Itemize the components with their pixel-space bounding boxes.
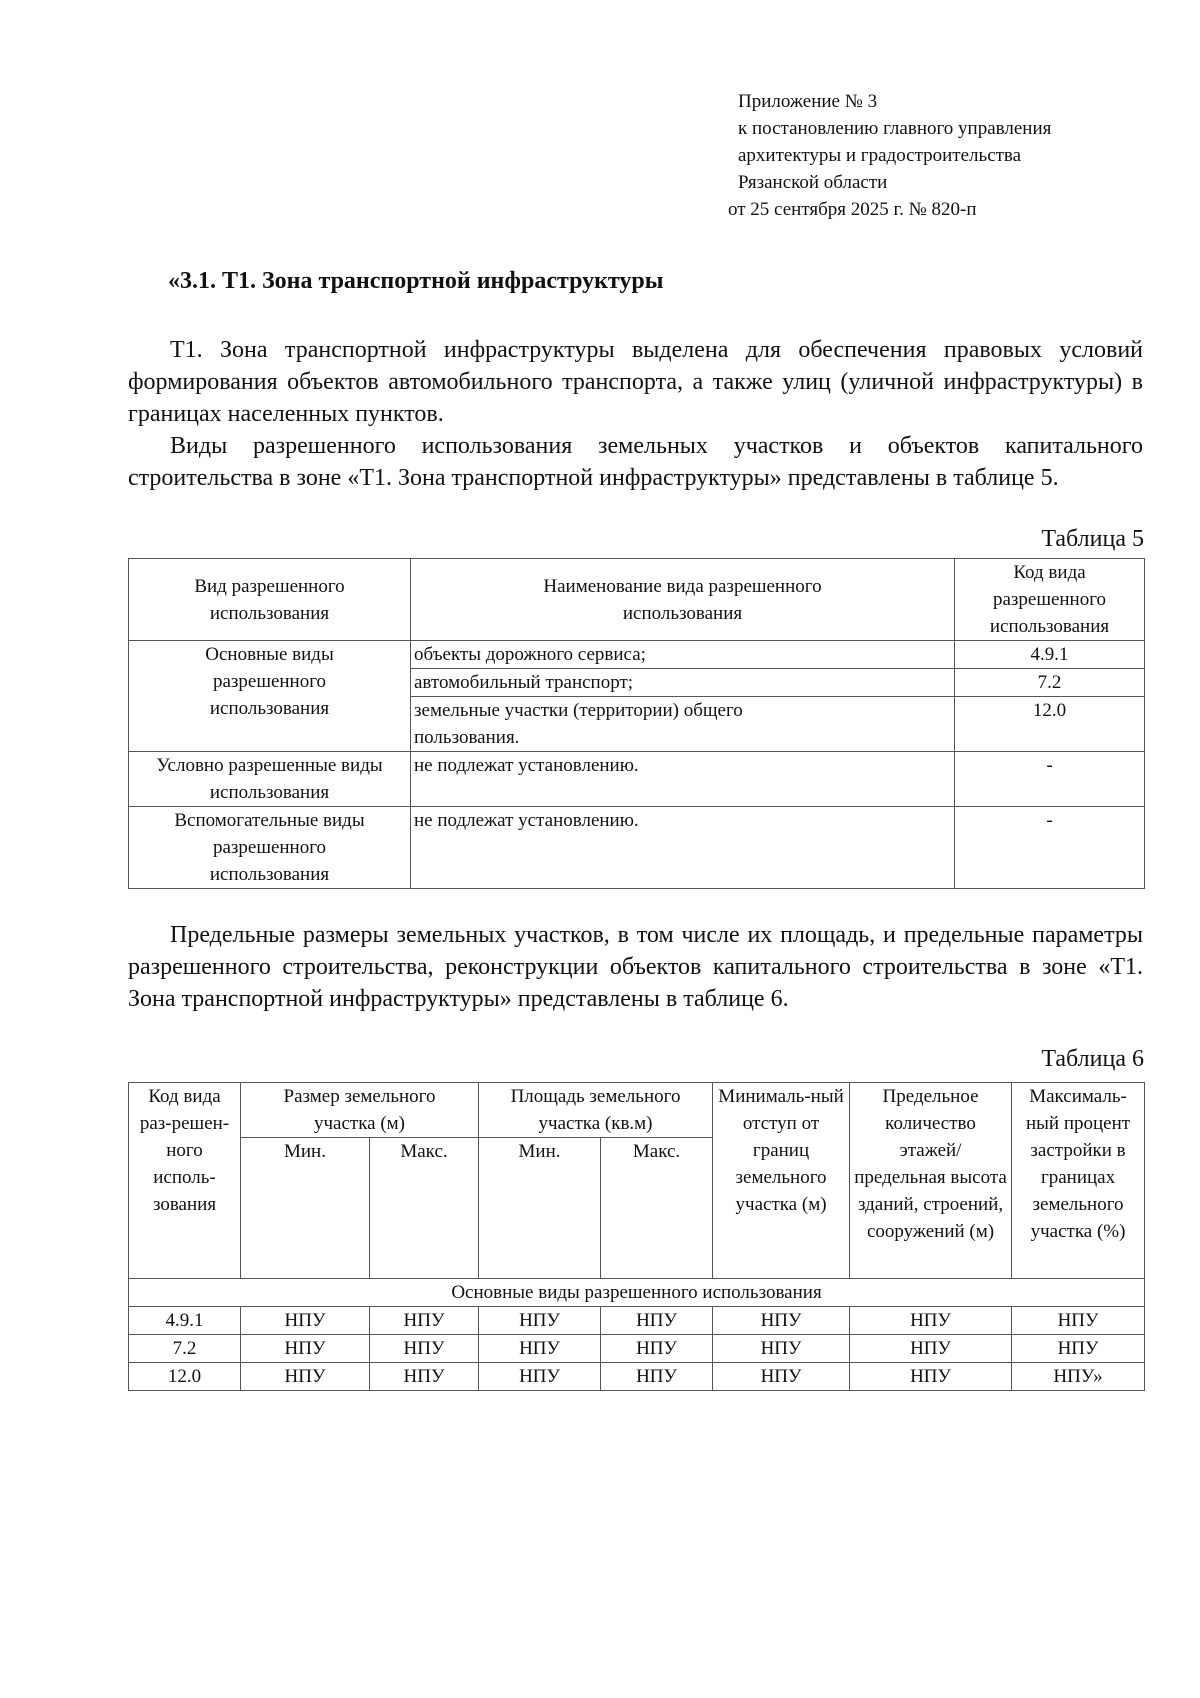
- table6-cell: НПУ: [601, 1335, 713, 1363]
- table6-cell: НПУ: [241, 1363, 370, 1391]
- table6-cell: 12.0: [129, 1363, 241, 1391]
- table6-cell: НПУ: [850, 1335, 1012, 1363]
- paragraph-zone-description: Т1. Зона транспортной инфраструктуры выделена для обеспечения правовых условий формирования объектов автомобильного транспорта, а также улиц (уличной инфраструктуры) в границах населенных пунктов.: [128, 337, 1143, 427]
- table-row: [129, 1307, 1145, 1335]
- table6-cell: НПУ: [601, 1307, 713, 1335]
- table5-conditional-name: не подлежат установлению.: [411, 752, 955, 807]
- table6-header-area-min: Мин.: [479, 1138, 601, 1279]
- table6-caption: Таблица 6: [1041, 1046, 1144, 1072]
- paragraph-table5-intro: Виды разрешенного использования земельных участков и объектов капитального строительства в зоне «Т1. Зона транспортной инфраструктуры» представлены в таблице 5.: [128, 433, 1143, 491]
- table6-cell: НПУ: [713, 1307, 850, 1335]
- table6-cell: НПУ: [850, 1307, 1012, 1335]
- table5-auxiliary-name: не подлежат установлению.: [411, 807, 955, 889]
- table6-cell: НПУ: [370, 1307, 479, 1335]
- table6-cell: НПУ: [241, 1307, 370, 1335]
- table6: [128, 1082, 1145, 1391]
- appendix-line: архитектуры и градостроительства: [738, 145, 1022, 166]
- appendix-date: от 25 сентября 2025 г. № 820-п: [728, 199, 977, 220]
- table6-header-coverage: Максималь-ный процент застройки в границах земельного участка (%): [1012, 1083, 1145, 1279]
- table5-use-name: земельные участки (территории) общего пользования.: [411, 697, 955, 752]
- table-row: [129, 641, 1145, 669]
- section-heading: «3.1. Т1. Зона транспортной инфраструктуры: [168, 268, 664, 294]
- table6-cell: НПУ: [850, 1363, 1012, 1391]
- table5-use-code: 4.9.1: [955, 641, 1145, 669]
- table5-use-name: объекты дорожного сервиса;: [411, 641, 955, 669]
- table6-cell: НПУ: [713, 1335, 850, 1363]
- table6-cell: НПУ: [713, 1363, 850, 1391]
- table5-use-name: автомобильный транспорт;: [411, 669, 955, 697]
- table6-cell: НПУ: [370, 1335, 479, 1363]
- table6-header-row: [129, 1083, 1145, 1138]
- table6-header-size-max: Макс.: [370, 1138, 479, 1279]
- table6-cell: НПУ: [479, 1335, 601, 1363]
- table5: [128, 558, 1145, 889]
- table6-cell: НПУ»: [1012, 1363, 1145, 1391]
- table6-cell: НПУ: [370, 1363, 479, 1391]
- table-row: [129, 1335, 1145, 1363]
- table6-cell: НПУ: [479, 1363, 601, 1391]
- table6-cell: НПУ: [479, 1307, 601, 1335]
- table6-header-area: Площадь земельного участка (кв.м): [479, 1083, 713, 1138]
- table6-cell: НПУ: [1012, 1307, 1145, 1335]
- table6-cell: НПУ: [601, 1363, 713, 1391]
- paragraph-table6-intro: Предельные размеры земельных участков, в том числе их площадь, и предельные параметры разрешенного строительства, реконструкции объектов капитального строительства в зоне «Т1. Зона транспортной инфраструктуры» представлены в таблице 6.: [128, 922, 1143, 1012]
- table6-header-floors: Предельное количество этажей/ предельная высота зданий, строений, сооружений (м): [850, 1083, 1012, 1279]
- table5-use-code: 12.0: [955, 697, 1145, 752]
- table5-auxiliary-label: Вспомогательные виды разрешенного использования: [129, 807, 411, 889]
- table6-header-size: Размер земельного участка (м): [241, 1083, 479, 1138]
- table-row: [129, 752, 1145, 807]
- table5-header-code: Код вида разрешенного использования: [955, 559, 1145, 641]
- appendix-line: к постановлению главного управления: [738, 118, 1052, 139]
- table6-header-code: Код вида раз-решен-ного исполь-зования: [129, 1083, 241, 1279]
- table5-conditional-code: -: [955, 752, 1145, 807]
- table5-use-code: 7.2: [955, 669, 1145, 697]
- table-row: [129, 1363, 1145, 1391]
- table5-caption: Таблица 5: [1041, 526, 1144, 552]
- table6-section-row: [129, 1279, 1145, 1307]
- table6-cell: 7.2: [129, 1335, 241, 1363]
- table5-auxiliary-code: -: [955, 807, 1145, 889]
- table6-header-size-min: Мин.: [241, 1138, 370, 1279]
- appendix-line: Приложение № 3: [738, 91, 878, 112]
- table-row: [129, 807, 1145, 889]
- appendix-block: [728, 88, 1158, 223]
- table6-header-area-max: Макс.: [601, 1138, 713, 1279]
- table5-header-row: [129, 559, 1145, 641]
- table6-cell: НПУ: [1012, 1335, 1145, 1363]
- table5-header-type: Вид разрешенного использования: [129, 559, 411, 641]
- table6-header-setback: Минималь-ный отступ от границ земельного участка (м): [713, 1083, 850, 1279]
- table5-header-name: Наименование вида разрешенного использования: [411, 559, 955, 641]
- table6-cell: НПУ: [241, 1335, 370, 1363]
- table5-conditional-label: Условно разрешенные виды использования: [129, 752, 411, 807]
- table6-section-label: Основные виды разрешенного использования: [129, 1279, 1145, 1307]
- table5-main-label: Основные виды разрешенного использования: [129, 641, 411, 752]
- appendix-line: Рязанской области: [738, 172, 888, 193]
- table6-cell: 4.9.1: [129, 1307, 241, 1335]
